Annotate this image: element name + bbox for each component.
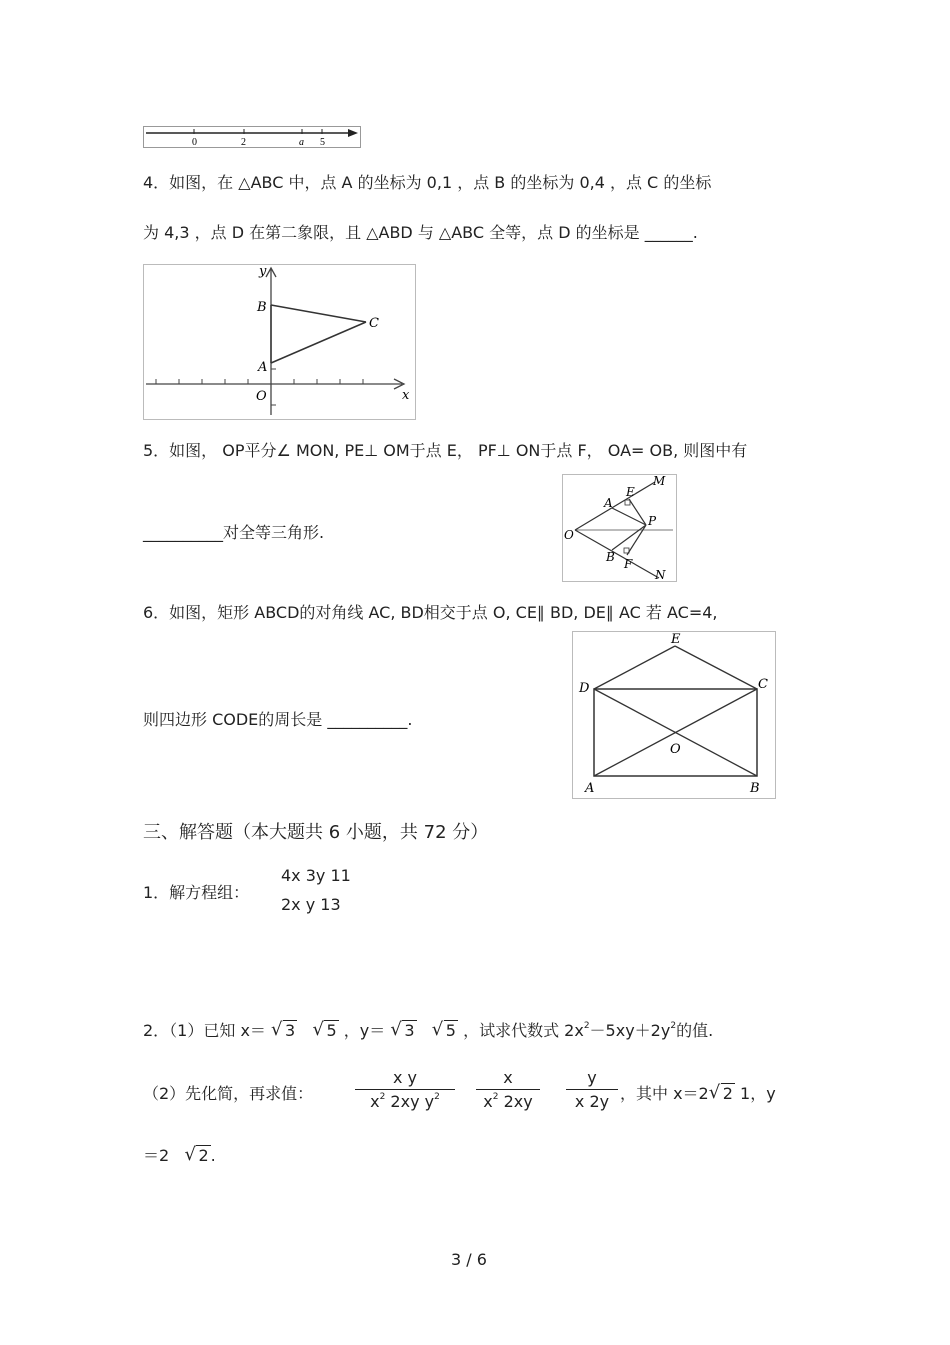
p1-equation-2: 2x y 13 [281,895,341,914]
number-line-svg [144,127,360,147]
exponent-2-a: 2 [583,1021,590,1031]
point-a-label: A [585,781,595,796]
x-axis-label: x [402,388,410,403]
sqrt-5-a: √ 5 [312,1021,338,1040]
fraction-1-numerator: x y [392,1068,418,1087]
p2-line3 [143,1143,216,1166]
point-e-label: E [626,485,635,499]
q6-line2: 则四边形 CODE的周长是 __________. [143,710,413,729]
q6-figure [572,631,776,799]
fraction-2-numerator: x [503,1068,513,1087]
point-c-label: C [758,677,768,692]
fraction-3-numerator: y [587,1068,597,1087]
tick-label-5: 5 [320,137,325,147]
fraction-3 [566,1068,618,1111]
point-c-label: C [369,316,379,331]
q5-figure [562,474,677,582]
y-axis-label: y [259,265,267,279]
point-a-label: A [604,496,613,510]
sqrt-2-b: √ 2 [184,1146,210,1165]
q5-line2: __________对全等三角形. [143,523,325,542]
tick-label-a: a [299,137,304,147]
sqrt-5-b: √ 5 [432,1021,458,1040]
point-d-label: D [579,681,590,696]
fraction-2 [476,1068,540,1111]
origin-label: O [256,389,267,404]
q4-coordinate-svg [144,265,415,419]
number-line-figure [143,126,361,148]
p2-part1 [143,1018,713,1041]
fraction-3-denominator: x 2y [574,1092,610,1111]
point-e-label: E [671,632,681,647]
tick-label-2: 2 [241,137,246,147]
p2-part1-d: －5xy＋2y [589,1021,671,1040]
p2-part1-e: 的值. [676,1021,714,1040]
section-title: 三、解答题（本大题共 6 小题，共 72 分） [143,822,489,843]
p2-line3-b: . [210,1146,216,1165]
fraction-2-denominator: $x^2$ 2xy [483,1092,533,1111]
point-m-label: M [653,475,666,488]
p1-equation-1: 4x 3y 11 [281,866,351,885]
p2-part1-b: ，y＝ [343,1021,386,1040]
sqrt-3-a: √ 3 [271,1021,297,1040]
sqrt-3-b: √ 3 [390,1021,416,1040]
point-o-label: O [670,742,681,757]
q6-line1: 6．如图，矩形 ABCD的对角线 AC, BD相交于点 O, CE∥ BD, DE∥ AC 若 AC=4, [143,603,718,622]
p2-part2-b-text: ，其中 x＝2 [620,1084,709,1103]
p2-part1-a: 2．（1）已知 x＝ [143,1021,266,1040]
p2-part2-b [620,1081,776,1104]
q6-rectangle-svg [573,632,775,798]
q5-line1: 5．如图， OP平分∠ MON, PE⊥ OM于点 E， PF⊥ ON于点 F， OA= OB, 则图中有 [143,441,748,460]
point-b-label: B [257,300,267,315]
q4-line2: 为 4,3 ，点 D 在第二象限，且 △ABD 与 △ABC 全等，点 D 的坐标是 ______. [143,223,698,242]
sqrt-2-a: √ 2 [709,1084,735,1103]
q4-figure [143,264,416,420]
tick-label-0: 0 [192,137,197,147]
point-b-label: B [606,550,615,564]
p2-line3-a: ＝2 [143,1146,170,1165]
p2-part2-a: （2）先化简，再求值： [143,1084,314,1103]
p2-part2-c-text: 1，y [734,1084,776,1103]
q5-angle-svg [563,475,676,581]
point-n-label: N [655,568,666,581]
fraction-1-denominator: $x^2$ 2xy $y^2$ [370,1092,440,1111]
page-number: 3 / 6 [451,1250,487,1269]
point-p-label: P [648,514,657,528]
q4-line1: 4．如图，在 △ABC 中，点 A 的坐标为 0,1 ，点 B 的坐标为 0,4 ，点 C 的坐标 [143,173,712,192]
p1-label: 1．解方程组： [143,883,250,902]
point-o-label: O [564,528,574,542]
point-f-label: F [624,557,633,571]
point-b-label: B [750,781,760,796]
point-a-label: A [258,360,268,375]
fraction-1 [355,1068,455,1111]
exponent-2-b: 2 [670,1021,677,1031]
p2-part1-c: ，试求代数式 2x [463,1021,584,1040]
